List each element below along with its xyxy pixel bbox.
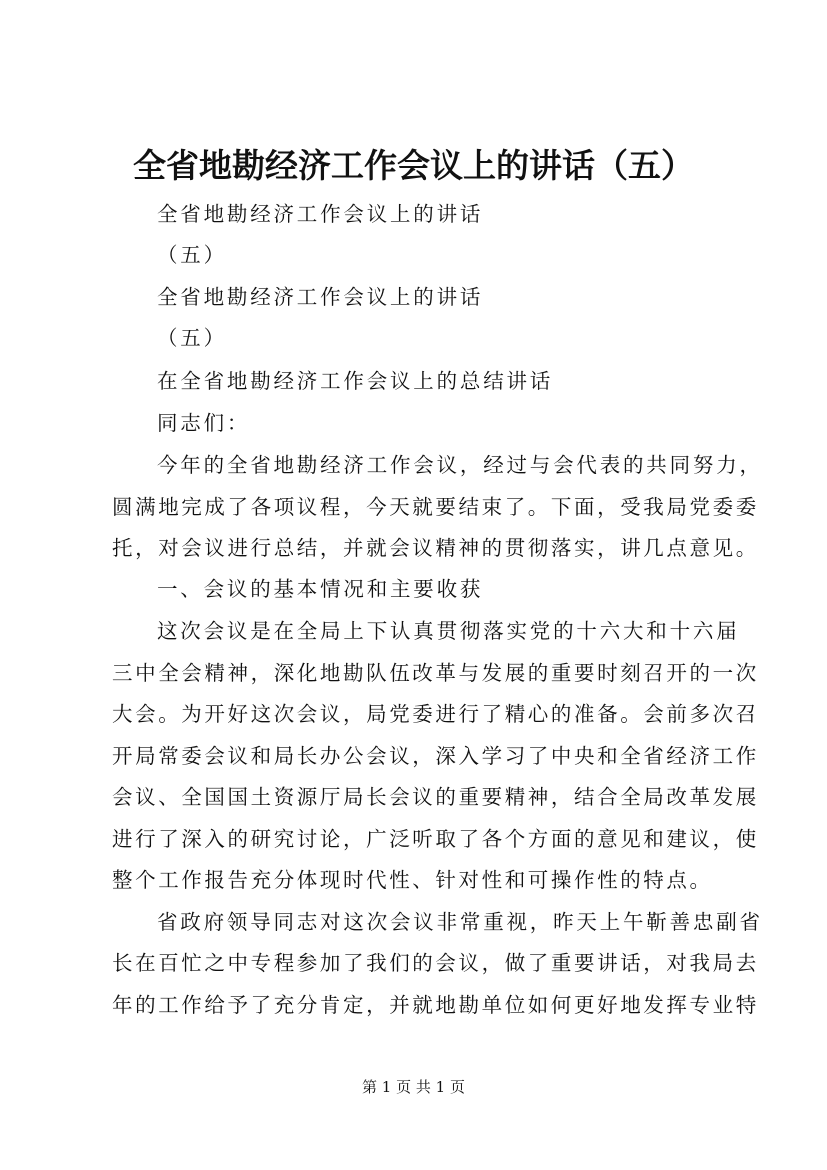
subtitle-line: 全省地勘经济工作会议上的讲话 <box>157 285 484 309</box>
paragraph-line: 长在百忙之中专程参加了我们的会议，做了重要讲话，对我局去 <box>112 951 759 975</box>
paragraph-line: 大会。为开好这次会议，局党委进行了精心的准备。会前多次召 <box>112 702 759 726</box>
subtitle-line: （五） <box>157 326 227 350</box>
subtitle-line: 全省地勘经济工作会议上的讲话 <box>157 202 484 226</box>
document-title: 全省地勘经济工作会议上的讲话（五） <box>133 146 694 185</box>
paragraph-line: 年的工作给予了充分肯定，并就地勘单位如何更好地发挥专业特 <box>112 993 759 1017</box>
paragraph-line: 三中全会精神，深化地勘队伍改革与发展的重要时刻召开的一次 <box>112 661 759 685</box>
speech-heading: 在全省地勘经济工作会议上的总结讲话 <box>157 369 554 393</box>
paragraph-line: 托，对会议进行总结，并就会议精神的贯彻落实，讲几点意见。 <box>112 536 759 560</box>
paragraph-line: 这次会议是在全局上下认真贯彻落实党的十六大和十六届 <box>157 619 740 643</box>
salutation: 同志们： <box>157 411 251 435</box>
page-footer: 第 1 页 共 1 页 <box>362 1078 465 1096</box>
paragraph-line: 开局常委会议和局长办公会议，深入学习了中央和全省经济工作 <box>112 744 759 768</box>
paragraph-line: 进行了深入的研究讨论，广泛听取了各个方面的意见和建议，使 <box>112 827 759 851</box>
paragraph-line: 圆满地完成了各项议程，今天就要结束了。下面，受我局党委委 <box>112 495 759 519</box>
subtitle-line: （五） <box>157 243 227 267</box>
paragraph-line: 省政府领导同志对这次会议非常重视，昨天上午靳善忠副省 <box>157 910 763 934</box>
paragraph-line: 今年的全省地勘经济工作会议，经过与会代表的共同努力， <box>157 453 763 477</box>
paragraph-line: 会议、全国国土资源厅局长会议的重要精神，结合全局改革发展 <box>112 785 759 809</box>
paragraph-line: 整个工作报告充分体现时代性、针对性和可操作性的特点。 <box>112 868 713 892</box>
section-heading: 一、会议的基本情况和主要收获 <box>157 577 484 601</box>
